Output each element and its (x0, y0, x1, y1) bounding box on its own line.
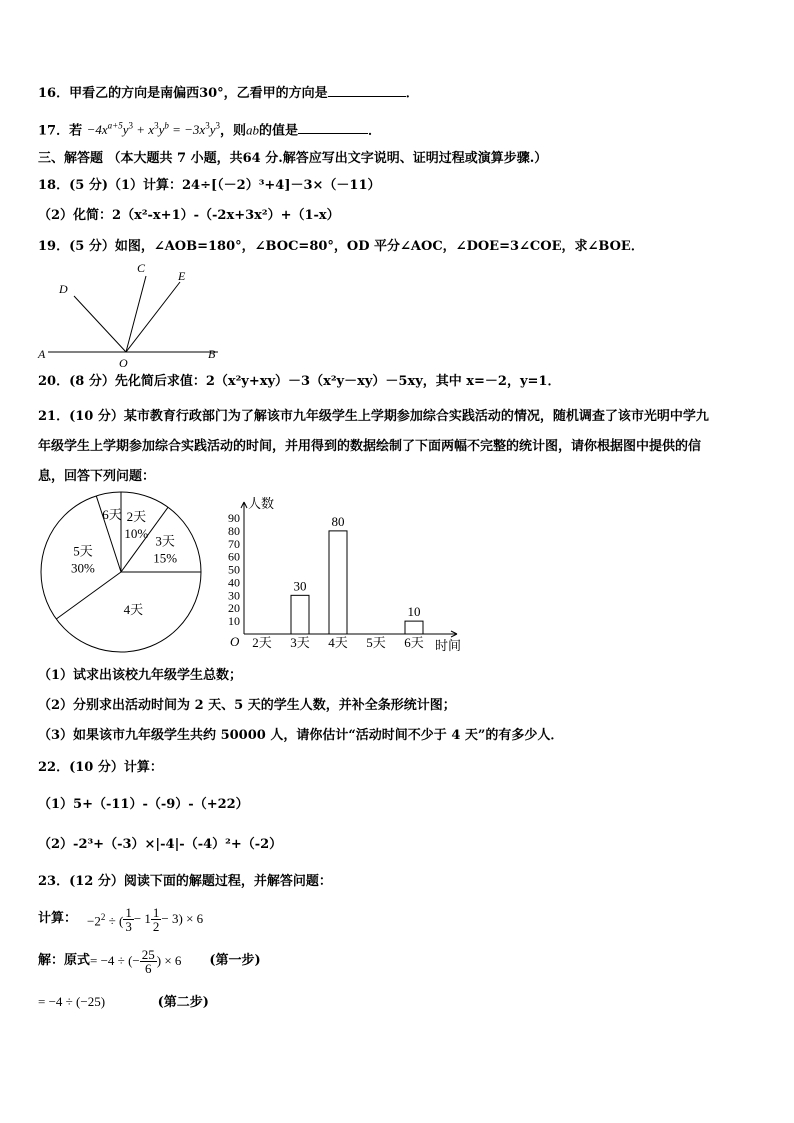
pie-slice-label: 4天 (123, 602, 144, 618)
calc-exp: 2 (100, 911, 106, 922)
q16-answer-blank[interactable] (328, 82, 406, 97)
question-21-sub3: （3）如果该市九年级学生共约 50000 人，请你估计“活动时间不少于 4 天”的有多少人． (38, 728, 564, 743)
y-tick-label: 60 (228, 549, 240, 564)
x-tick-label: 2天 (252, 635, 272, 650)
pie-slice-label: 5天 (73, 543, 93, 559)
calc-label: 计算： (38, 911, 78, 926)
q17-term: = −3x (168, 122, 206, 138)
question-20: 20．(8 分）先化简后求值：2（x²y+xy）－3（x²y－xy）－5xy，其中 x=－2，y=1． (38, 374, 561, 389)
q16-text: 16．甲看乙的方向是南偏西30°，乙看甲的方向是 (38, 86, 328, 101)
frac-den: 6 (144, 960, 152, 976)
question-21-line2: 年级学生上学期参加综合实践活动的时间，并用得到的数据绘制了下面两幅不完整的统计图，请你根据图中提供的信 (38, 439, 702, 454)
pie-slice-label: 3天 (155, 533, 175, 549)
x-tick-label: 5天 (366, 635, 386, 650)
pie-chart (38, 490, 208, 655)
ray-od (74, 296, 126, 352)
frac-num: 25 (141, 946, 155, 962)
ray-oe (126, 282, 180, 352)
calc-part: ÷ ( (105, 913, 124, 929)
q17-exp: b (164, 121, 169, 131)
solution-part: ) × 6 (156, 953, 182, 968)
step1-note: (第一步) (209, 953, 261, 968)
pie-slice-boundary (56, 572, 121, 619)
question-19: 19．(5 分）如图，∠AOB=180°，∠BOC=80°，OD 平分∠AOC，∠DOE=3∠COE，求∠BOE． (38, 239, 644, 254)
question-22-part1: （1）5+（-11）-（-9）-（+22） (38, 797, 249, 812)
frac-den: 2 (152, 918, 160, 934)
fraction-one-third (123, 906, 134, 933)
question-21-sub1: （1）试求出该校九年级学生总数； (38, 668, 243, 683)
question-23: 23．(12 分）阅读下面的解题过程，并解答问题： (38, 874, 332, 889)
frac-num: 1 (125, 904, 132, 920)
question-21-line3: 息，回答下列问题： (38, 469, 156, 484)
angle-figure (30, 258, 230, 370)
q17-term: −4x (86, 122, 108, 138)
y-tick-label: 30 (228, 588, 240, 603)
step2-note: (第二步) (157, 995, 209, 1010)
pie-slice-percent: 30% (71, 560, 95, 576)
solution-step2 (38, 993, 209, 1012)
question-17 (38, 117, 381, 140)
q17-end: ． (368, 123, 382, 139)
q17-ab: ab (245, 122, 259, 138)
x-tick-label: 4天 (328, 635, 348, 650)
x-tick-label: 3天 (290, 635, 310, 650)
x-tick-label: 6天 (404, 635, 424, 650)
bar-value-label: 10 (407, 604, 421, 620)
y-tick-label: 70 (228, 536, 240, 551)
question-16 (38, 82, 419, 103)
fraction-one-half (151, 906, 162, 933)
question-18-part2: （2）化简：2（x²-x+1）-（-2x+3x²）+（1-x） (38, 208, 340, 223)
label-d: D (59, 282, 68, 296)
frac-den: 3 (125, 918, 132, 934)
label-b: B (208, 347, 216, 361)
label-a: A (38, 347, 46, 361)
y-tick-label: 90 (228, 511, 240, 525)
y-tick-label: 80 (228, 523, 240, 538)
calc-term (87, 908, 123, 930)
q17-mid: ，则 (219, 123, 246, 139)
question-21-line1: 21．(10 分）某市教育行政部门为了解该市九年级学生上学期参加综合实践活动的情况，随机调查了该市光明中学九 (38, 409, 709, 424)
calc-part: −2 (87, 913, 101, 929)
section-3-heading: 三、解答题 （本大题共 7 小题，共64 分.解答应写出文字说明、证明过程或演算步骤.） (38, 151, 548, 166)
pie-slice-percent: 10% (124, 525, 149, 541)
pie-slice-percent: 15% (153, 550, 178, 566)
q17-equation (87, 122, 220, 137)
bar-chart (212, 488, 472, 658)
pie-slice-label: 6天 (102, 507, 122, 523)
fraction-25-6 (140, 948, 157, 975)
origin-label: O (230, 634, 240, 649)
solution-label: 解：原式 (38, 953, 91, 968)
y-tick-label: 50 (228, 562, 240, 577)
bar (405, 621, 423, 634)
q17-suffix: 的值是 (258, 123, 298, 139)
x-axis-label: 时间 (435, 638, 462, 653)
question-21-sub2: （2）分别求出活动时间为 2 天、5 天的学生人数，并补全条形统计图； (38, 698, 456, 713)
q17-term: y (209, 122, 216, 138)
bar (291, 595, 309, 634)
label-e: E (178, 269, 186, 283)
q17-exp: a+5 (107, 121, 123, 131)
q17-exp: 3 (215, 121, 220, 131)
calc-part: − 1 (133, 911, 151, 926)
q17-exp: 3 (205, 121, 210, 131)
q17-term: + x (133, 122, 155, 138)
pie-slice-label: 2天 (126, 508, 147, 524)
calc-part: − 3) × 6 (161, 911, 204, 926)
solution-step1 (38, 946, 261, 976)
calc-expression (38, 904, 203, 934)
q17-prefix: 17．若 (38, 123, 83, 139)
y-tick-label: 40 (228, 575, 240, 590)
question-22-part2: （2）-2³+（-3）×|-4|-（-4）²+（-2） (38, 837, 283, 852)
ray-oc (126, 276, 146, 352)
frac-num: 1 (152, 904, 160, 920)
q17-exp: 3 (154, 121, 159, 131)
label-o: O (119, 356, 128, 370)
solution-part: = −4 ÷ (−25) (38, 994, 106, 1009)
bar (329, 531, 347, 634)
bar-value-label: 30 (293, 578, 307, 594)
q17-term: y (158, 122, 165, 138)
y-axis-label: 人数 (248, 496, 275, 511)
question-22: 22．(10 分）计算： (38, 760, 163, 775)
q17-answer-blank[interactable] (298, 119, 368, 134)
q16-end: ． (405, 86, 419, 101)
y-tick-label: 20 (228, 601, 240, 616)
bar-value-label: 80 (331, 513, 345, 529)
q17-term: y (122, 122, 129, 138)
question-18-part1: 18．(5 分)（1）计算：24÷[（－2）³+4]－3×（－11） (38, 178, 381, 193)
solution-part: = −4 ÷ (− (90, 953, 140, 968)
label-c: C (137, 261, 146, 275)
q17-exp: 3 (128, 121, 134, 131)
y-tick-label: 10 (228, 614, 240, 629)
